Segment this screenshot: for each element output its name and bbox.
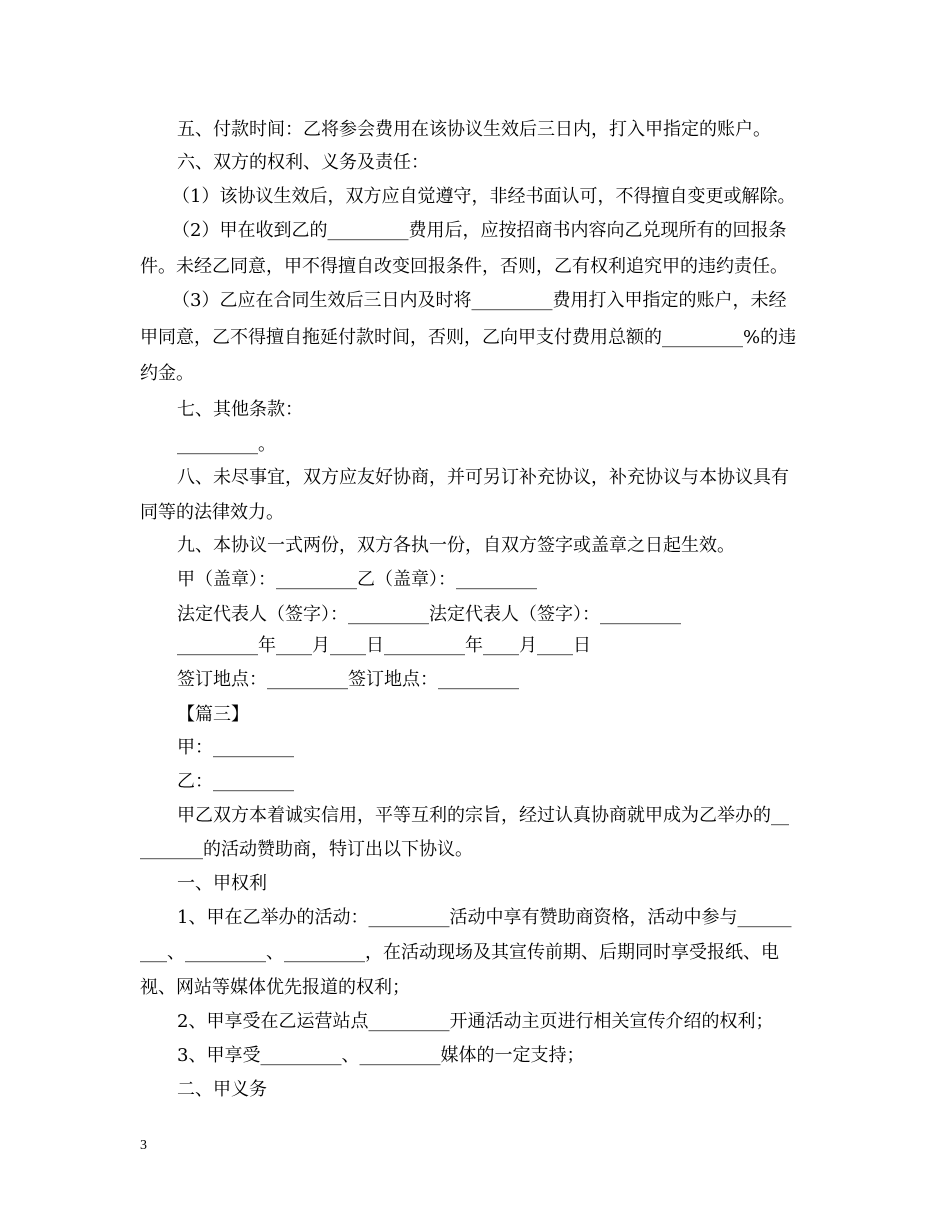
section-title-part3: 【篇三】 [177,704,249,725]
clause-9: 九、本协议一式两份，双方各执一份，自双方签字或盖章之日起生效。 [177,535,735,556]
clause-6-item-2-cont: 件。未经乙同意，甲不得擅自改变回报条件，否则，乙有权利追究甲的违约责任。 [140,256,788,277]
preamble-cont: _______的活动赞助商，特订出以下协议。 [140,839,473,860]
clause-7-heading: 七、其他条款： [177,399,303,420]
right-item-1: 1、甲在乙举办的活动：_________活动中享有赞助商资格，活动中参与______ [177,907,792,928]
party-b-line: 乙：_________ [177,771,294,792]
signature-seal-line: 甲（盖章）：_________乙（盖章）：_________ [177,569,537,590]
right-item-1-end: 视、网站等媒体优先报道的权利； [140,977,410,998]
clause-5-payment-time: 五、付款时间：乙将参会费用在该协议生效后三日内，打入甲指定的账户。 [177,119,771,140]
party-a-line: 甲：_________ [177,737,294,758]
clause-8: 八、未尽事宜，双方应友好协商，并可另订补充协议，补充协议与本协议具有 [177,467,789,488]
right-item-2: 2、甲享受在乙运营站点_________开通活动主页进行相关宣传介绍的权利； [177,1011,774,1032]
clause-6-item-2: （2）甲在收到乙的_________费用后，应按招商书内容向乙兑现所有的回报条 [172,220,787,241]
section-1-heading: 一、甲权利 [177,873,267,894]
signature-place-line: 签订地点：_________签订地点：_________ [177,669,519,690]
page-number: 3 [140,1138,147,1153]
clause-7-blank: _________。 [177,434,276,455]
clause-6-item-3-cont: 甲同意，乙不得擅自拖延付款时间，否则，乙向甲支付费用总额的_________%的违 [140,327,797,348]
clause-6-heading: 六、双方的权利、义务及责任： [177,152,429,173]
right-item-3: 3、甲享受_________、_________媒体的一定支持； [177,1045,585,1066]
preamble: 甲乙双方本着诚实信用，平等互利的宗旨，经过认真协商就甲成为乙举办的__ [177,805,789,826]
right-item-1-cont: ___、_________、_________，在活动现场及其宣传前期、后期同时享受报纸、电 [140,942,779,963]
signature-date-line: _________年____月____日_________年____月____日 [177,635,591,656]
clause-6-item-1: （1）该协议生效后，双方应自觉遵守，非经书面认可，不得擅自变更或解除。 [172,186,796,207]
clause-6-item-3: （3）乙应在合同生效后三日内及时将_________费用打入甲指定的账户，未经 [172,290,787,311]
signature-representative-line: 法定代表人（签字）：_________法定代表人（签字）：_________ [177,604,681,625]
section-2-heading: 二、甲义务 [177,1079,267,1100]
clause-6-item-3-end: 约金。 [140,363,194,384]
clause-8-cont: 同等的法律效力。 [140,502,284,523]
